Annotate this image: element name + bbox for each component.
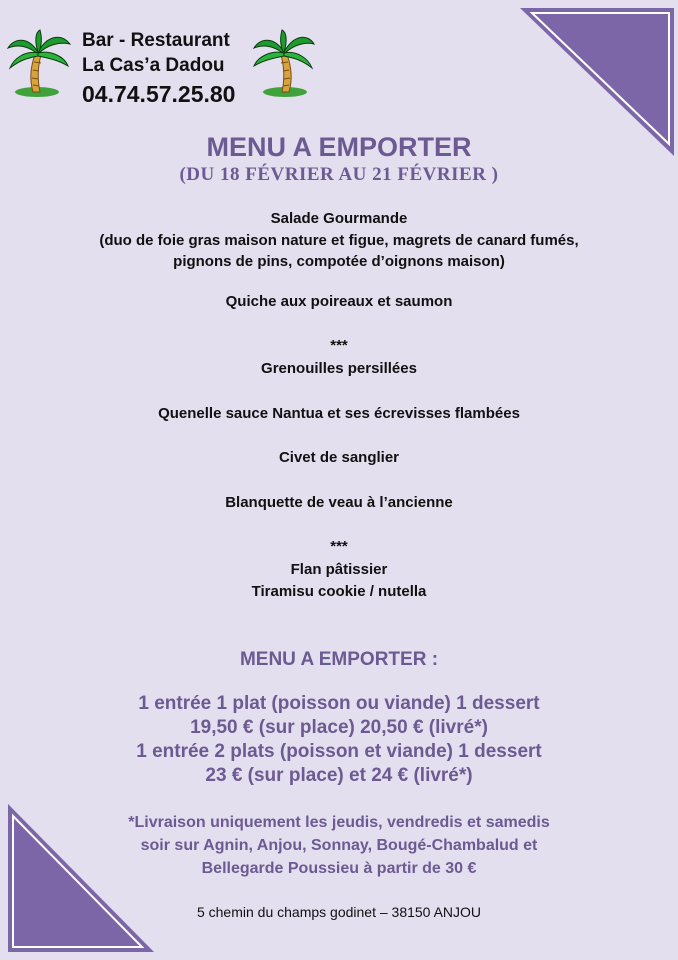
menu-item-flan: Flan pâtissier xyxy=(290,561,388,578)
palm-tree-icon xyxy=(250,28,316,98)
date-range: (DU 18 FÉVRIER AU 21 FÉVRIER ) xyxy=(179,164,499,185)
menu-item-civet: Civet de sanglier xyxy=(278,449,400,466)
offer-price: 19,50 € (sur place) 20,50 € (livré*) xyxy=(190,717,488,738)
menu-item-quiche: Quiche aux poireaux et saumon xyxy=(225,293,453,310)
menu-separator: *** xyxy=(330,538,348,555)
offer-line: 1 entrée 1 plat (poisson ou viande) 1 dessert xyxy=(138,693,540,714)
menu-item-salade-desc: pignons de pins, compotée d’oignons maison) xyxy=(173,253,505,270)
menu-item-salade: Salade Gourmande xyxy=(270,210,408,227)
menu-item-grenouilles: Grenouilles persillées xyxy=(261,360,417,377)
delivery-line: soir sur Agnin, Anjou, Sonnay, Bougé-Chambalud et xyxy=(140,837,538,854)
offer-line: 1 entrée 2 plats (poisson et viande) 1 dessert xyxy=(136,741,542,762)
menu-item-salade-desc: (duo de foie gras maison nature et figue, magrets de canard fumés, xyxy=(99,232,579,249)
restaurant-header xyxy=(82,28,235,109)
page-title: MENU A EMPORTER xyxy=(206,132,472,162)
menu-separator: *** xyxy=(330,337,348,354)
phone-number: 04.74.57.25.80 xyxy=(82,81,236,107)
palm-tree-icon xyxy=(6,28,72,98)
delivery-line: Bellegarde Poussieu à partir de 30 € xyxy=(201,860,477,877)
offer-details xyxy=(0,692,678,788)
address: 5 chemin du champs godinet – 38150 ANJOU xyxy=(196,904,482,920)
delivery-line: *Livraison uniquement les jeudis, vendredis et samedis xyxy=(128,814,550,831)
restaurant-name: La Cas’a Dadou xyxy=(82,55,225,76)
menu-item-blanquette: Blanquette de veau à l’ancienne xyxy=(225,494,453,511)
menu-item-quenelle: Quenelle sauce Nantua et ses écrevisses flambées xyxy=(158,405,520,422)
delivery-note xyxy=(0,811,678,880)
restaurant-type: Bar - Restaurant xyxy=(82,30,230,51)
offer-title: MENU A EMPORTER : xyxy=(239,649,439,670)
offer-price: 23 € (sur place) et 24 € (livré*) xyxy=(205,765,473,786)
menu-item-tiramisu: Tiramisu cookie / nutella xyxy=(251,583,427,600)
